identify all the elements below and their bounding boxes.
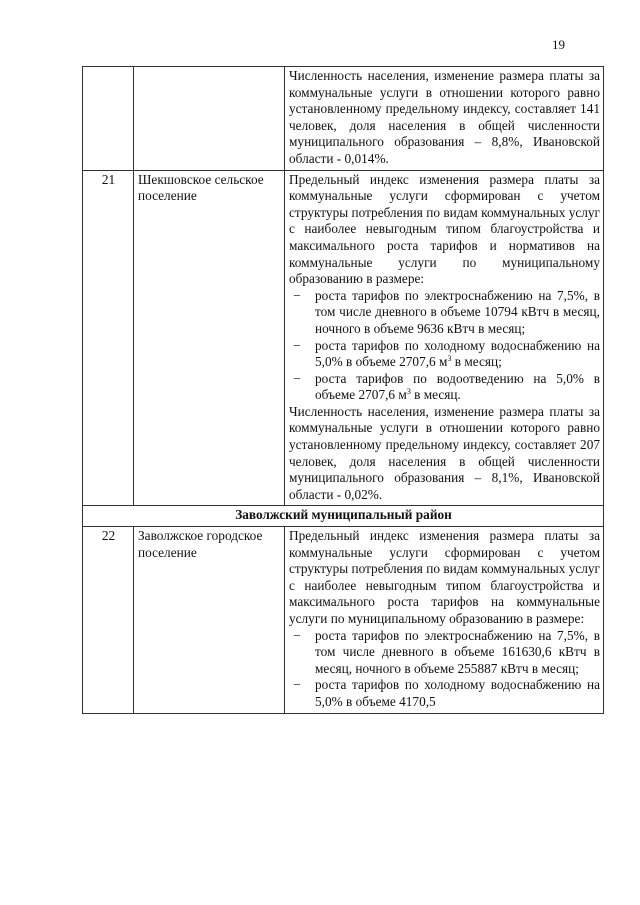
dash-marker: −	[293, 677, 301, 693]
row-number: 22	[83, 527, 134, 714]
description-cell	[285, 67, 604, 171]
population-text: Численность населения, изменение размера платы за коммунальные услуги в отношении которого равно установленному предельному индексу, составляет 141 человек, доля населения в общей численности муниципального образования – 8,8%, Ивановской области - 0,014%.	[289, 68, 600, 166]
tariff-item-text: роста тарифов по холодному водоснабжению на 5,0% в объеме 4170,5	[315, 677, 600, 709]
population-text: Численность населения, изменение размера платы за коммунальные услуги в отношении которого равно установленному предельному индексу, составляет 207 человек, доля населения в общей численности муниципального образования – 8,1%, Ивановской области - 0,02%.	[289, 403, 600, 502]
tariff-item-cold-water	[289, 338, 600, 371]
tariff-item-text: роста тарифов по электроснабжению на 7,5%, в том числе дневного в объеме 161630,6 кВтч в месяц, ночного в объеме 255887 кВтч в месяц;	[315, 627, 600, 676]
tariff-item-text: роста тарифов по холодному водоснабжению на 5,0% в объеме 2707,6 м	[315, 337, 600, 370]
index-intro: Предельный индекс изменения размера платы за коммунальные услуги сформирован с учетом структуры потребления по видам коммунальных услуг с наиболее невыгодным типом благоустройства и максимального роста тарифов и нормативов на коммунальные услуги по муниципальному образованию в размере:	[289, 171, 600, 287]
tariff-item-electricity	[289, 628, 600, 678]
tariff-list	[289, 288, 600, 404]
table-row	[83, 170, 604, 506]
tariff-list	[289, 628, 600, 711]
page-number: 19	[552, 37, 565, 52]
superscript: 3	[406, 387, 411, 397]
description-cell	[285, 527, 604, 714]
tariff-item-cold-water	[289, 677, 600, 710]
settlement-name: Заволжское городское поселение	[134, 527, 285, 714]
settlement-name-cell	[134, 67, 285, 171]
row-number-cell	[83, 67, 134, 171]
tariff-table	[82, 66, 604, 714]
dash-marker: −	[293, 370, 301, 386]
settlement-name: Шекшовское сельское поселение	[134, 170, 285, 506]
section-header-row	[83, 506, 604, 527]
tariff-item-electricity	[289, 288, 600, 338]
tariff-item-tail: в месяц;	[451, 354, 502, 370]
dash-marker: −	[293, 627, 301, 643]
row-number: 21	[83, 170, 134, 506]
dash-marker: −	[293, 287, 301, 303]
tariff-item-text: роста тарифов по водоотведению на 5,0% в объеме 2707,6 м	[315, 370, 600, 403]
superscript: 3	[447, 354, 452, 364]
description-cell	[285, 170, 604, 506]
district-title: Заволжский муниципальный район	[83, 506, 604, 527]
dash-marker: −	[293, 337, 301, 353]
tariff-item-tail: в месяц.	[410, 387, 461, 403]
index-intro: Предельный индекс изменения размера платы за коммунальные услуги сформирован с учетом структуры потребления по видам коммунальных услуг с наиболее невыгодным типом благоустройства и максимального роста тарифов на коммунальные услуги по муниципальному образованию в размере:	[289, 528, 600, 626]
table-row	[83, 527, 604, 714]
table-row-continuation	[83, 67, 604, 171]
tariff-item-sewage	[289, 371, 600, 404]
tariff-item-text: роста тарифов по электроснабжению на 7,5%, в том числе дневного в объеме 10794 кВтч в месяц, ночного в объеме 9636 кВтч в месяц;	[315, 287, 600, 336]
